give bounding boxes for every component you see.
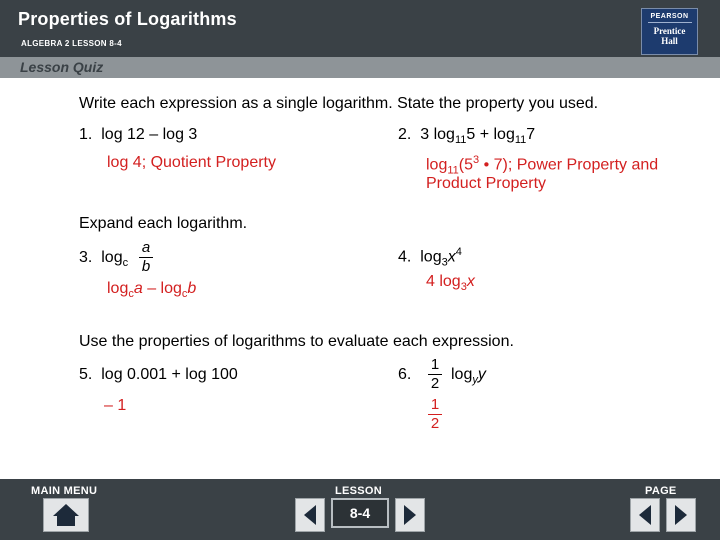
footer-nav [0, 479, 720, 540]
answer-3-part: log [107, 280, 129, 297]
problem-6-expression [451, 366, 486, 386]
problem-1 [79, 126, 197, 144]
problem-3-fraction [139, 240, 153, 275]
answer-2-base: 11 [447, 164, 459, 177]
instruction-2: Expand each logarithm. [79, 215, 248, 232]
lesson-number: 8-4 [331, 498, 389, 528]
fraction-numerator: 1 [430, 396, 440, 413]
problem-1-question: log 12 – log 3 [101, 126, 198, 143]
problem-3-number: 3. [79, 249, 93, 266]
pearson-logo [641, 8, 698, 55]
answer-4 [426, 273, 475, 293]
problem-6-base: y [472, 374, 478, 387]
fraction-numerator: 1 [430, 356, 440, 373]
problem-6-part: log [451, 366, 473, 383]
fraction-denominator: b [141, 258, 151, 275]
problem-4-part: log [420, 248, 442, 266]
problem-4 [398, 246, 462, 269]
problem-3 [79, 249, 128, 269]
answer-3 [107, 280, 196, 300]
answer-2-exponent: 3 [473, 154, 480, 166]
problem-2-base: 11 [454, 134, 467, 147]
triangle-left-icon [296, 499, 324, 531]
answer-2 [426, 154, 658, 177]
problem-2-part: 3 log [420, 126, 455, 143]
problem-5 [79, 366, 238, 384]
problem-4-base: 3 [441, 256, 448, 269]
answer-3-base: c [181, 288, 188, 301]
logo-text-hall: Hall [661, 36, 678, 46]
problem-3-base: c [122, 257, 129, 270]
header-bar [0, 0, 720, 57]
problem-2-number: 2. [398, 126, 412, 143]
answer-3-part: – log [142, 280, 182, 297]
page-next-button[interactable] [666, 498, 696, 532]
lesson-prev-button[interactable] [295, 498, 325, 532]
answer-2-part: (5 [458, 156, 474, 174]
lesson-label: LESSON [335, 485, 383, 497]
answer-4-part: 4 log [426, 273, 461, 290]
fraction-numerator: a [141, 239, 151, 256]
page-title: Properties of Logarithms [18, 9, 237, 29]
problem-2-base: 11 [514, 134, 527, 147]
answer-3-part: b [187, 280, 197, 297]
problem-4-exponent: 4 [455, 246, 462, 258]
answer-2-part: • 7); Power Property and [479, 156, 659, 174]
lesson-subtitle: ALGEBRA 2 LESSON 8-4 [21, 39, 122, 48]
triangle-right-icon [667, 499, 695, 531]
problem-5-question: log 0.001 + log 100 [101, 366, 238, 383]
problem-6-fraction [428, 357, 442, 392]
triangle-left-icon [631, 499, 659, 531]
problem-2-part: 5 + log [466, 126, 515, 143]
problem-5-number: 5. [79, 366, 93, 383]
answer-5: – 1 [104, 397, 127, 414]
home-icon [44, 499, 88, 531]
main-menu-label: MAIN MENU [31, 485, 98, 497]
problem-2-part: 7 [526, 126, 536, 143]
instruction-3: Use the properties of logarithms to evaluate each expression. [79, 333, 514, 350]
lesson-next-button[interactable] [395, 498, 425, 532]
logo-text-prentice: Prentice [653, 26, 686, 36]
instruction-1: Write each expression as a single logarithm. State the property you used. [79, 95, 599, 112]
answer-2-part: log [426, 156, 448, 174]
problem-1-number: 1. [79, 126, 93, 143]
triangle-right-icon [396, 499, 424, 531]
problem-2 [398, 126, 535, 146]
logo-divider [648, 22, 692, 23]
quiz-bar [0, 57, 720, 78]
answer-1: log 4; Quotient Property [107, 154, 276, 171]
problem-6-number: 6. [398, 366, 412, 383]
answer-3-base: c [128, 288, 134, 301]
problem-4-part: x [447, 248, 456, 266]
page-label: PAGE [645, 485, 677, 497]
problem-3-part: log [101, 249, 123, 266]
answer-4-base: 3 [460, 281, 467, 294]
problem-6 [398, 366, 411, 384]
fraction-denominator: 2 [430, 375, 440, 392]
home-button[interactable] [43, 498, 89, 532]
problem-6-part: y [477, 366, 486, 383]
answer-3-part: a [133, 280, 143, 297]
fraction-denominator: 2 [430, 415, 440, 432]
page-prev-button[interactable] [630, 498, 660, 532]
answer-2-line2: Product Property [426, 175, 547, 192]
quiz-label: Lesson Quiz [20, 59, 104, 75]
answer-6 [428, 397, 442, 432]
logo-text-prentice-hall [642, 26, 697, 46]
logo-text-pearson: PEARSON [650, 13, 689, 20]
problem-4-number: 4. [398, 248, 412, 266]
answer-4-part: x [466, 273, 475, 290]
